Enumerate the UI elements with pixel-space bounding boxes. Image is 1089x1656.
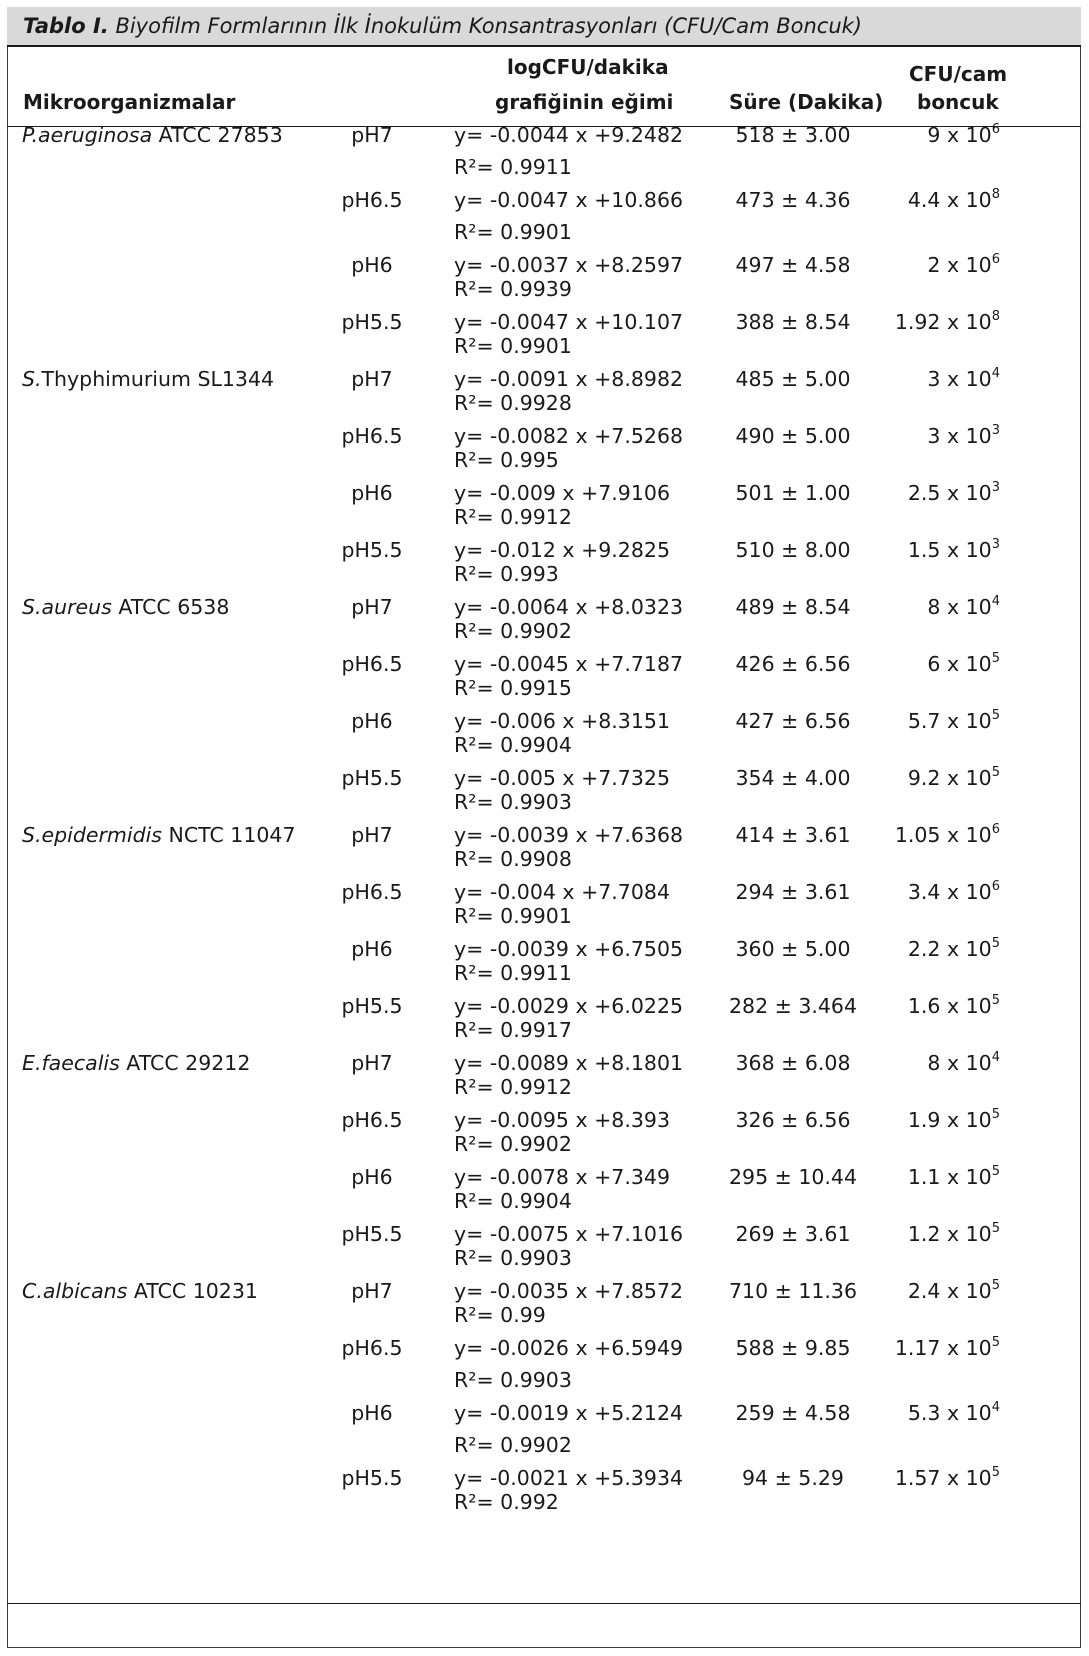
cfu-exponent: 5 <box>991 1335 1000 1350</box>
cfu-value <box>840 1050 1000 1076</box>
duration-value: 501 ± 1.00 <box>735 481 851 505</box>
cfu-exponent: 8 <box>991 187 1000 202</box>
organism-species: S.aureus <box>22 595 112 619</box>
cfu-mantissa: 4.4 x 10 <box>907 188 992 212</box>
cfu-exponent: 6 <box>991 252 1000 267</box>
cfu-value <box>840 765 1000 791</box>
cfu-mantissa: 1.6 x 10 <box>907 994 992 1018</box>
r-squared: R²= 0.9904 <box>454 1189 572 1213</box>
cfu-mantissa: 2 x 10 <box>927 253 992 277</box>
duration-value: 497 ± 4.58 <box>735 253 851 277</box>
cfu-value <box>840 1278 1000 1304</box>
ph-value: pH6 <box>351 253 393 277</box>
ph-value: pH6.5 <box>341 424 403 448</box>
ph-value: pH6.5 <box>341 880 403 904</box>
ph-value: pH6.5 <box>341 1336 403 1360</box>
cfu-value <box>840 1221 1000 1247</box>
ph-value: pH6 <box>351 709 393 733</box>
cfu-value <box>840 936 1000 962</box>
r-squared: R²= 0.9901 <box>454 220 572 244</box>
slope-equation: y= -0.0021 x +5.3934 <box>454 1466 684 1490</box>
organism-strain: ATCC 29212 <box>119 1051 251 1075</box>
organism-strain: ATCC 10231 <box>127 1279 258 1303</box>
cfu-exponent: 5 <box>991 651 1000 666</box>
cfu-exponent: 4 <box>991 1400 1000 1415</box>
cfu-mantissa: 1.2 x 10 <box>907 1222 992 1246</box>
cfu-exponent: 5 <box>991 1278 1000 1293</box>
organism-name <box>22 122 283 148</box>
cfu-exponent: 4 <box>991 366 1000 381</box>
duration-value: 294 ± 3.61 <box>735 880 851 904</box>
slope-equation: y= -0.004 x +7.7084 <box>454 880 670 904</box>
slope-equation: y= -0.0091 x +8.8982 <box>454 367 684 391</box>
duration-value: 518 ± 3.00 <box>735 123 851 147</box>
cfu-mantissa: 8 x 10 <box>927 1051 992 1075</box>
r-squared: R²= 0.9908 <box>454 847 572 871</box>
cfu-value <box>840 708 1000 734</box>
cfu-exponent: 3 <box>991 423 1000 438</box>
organism-name <box>22 1050 250 1076</box>
slope-equation: y= -0.0045 x +7.7187 <box>454 652 684 676</box>
slope-equation: y= -0.0047 x +10.107 <box>454 310 684 334</box>
r-squared: R²= 0.99 <box>454 1303 546 1327</box>
cfu-value <box>840 879 1000 905</box>
organism-name <box>22 594 229 620</box>
duration-value: 426 ± 6.56 <box>735 652 851 676</box>
header-organism: Mikroorganizmalar <box>23 90 236 114</box>
ph-value: pH5.5 <box>341 766 403 790</box>
ph-value: pH6.5 <box>341 188 403 212</box>
cfu-value <box>840 366 1000 392</box>
caption-label: Tablo I. <box>23 14 109 38</box>
organism-name <box>22 1278 258 1304</box>
duration-value: 295 ± 10.44 <box>728 1165 858 1189</box>
cfu-exponent: 5 <box>991 1107 1000 1122</box>
cfu-value <box>840 309 1000 335</box>
slope-equation: y= -0.009 x +7.9106 <box>454 481 670 505</box>
ph-value: pH6 <box>351 1401 393 1425</box>
cfu-exponent: 5 <box>991 993 1000 1008</box>
cfu-mantissa: 1.57 x 10 <box>894 1466 992 1490</box>
cfu-exponent: 5 <box>991 936 1000 951</box>
duration-value: 490 ± 5.00 <box>735 424 851 448</box>
slope-equation: y= -0.0075 x +7.1016 <box>454 1222 684 1246</box>
cfu-exponent: 6 <box>991 122 1000 137</box>
cfu-mantissa: 9 x 10 <box>927 123 992 147</box>
organism-strain: Thyphimurium SL1344 <box>41 367 275 391</box>
ph-value: pH6.5 <box>341 652 403 676</box>
ph-value: pH6 <box>351 1165 393 1189</box>
cfu-mantissa: 3.4 x 10 <box>907 880 992 904</box>
slope-equation: y= -0.0044 x +9.2482 <box>454 123 684 147</box>
cfu-mantissa: 1.17 x 10 <box>894 1336 992 1360</box>
r-squared: R²= 0.9901 <box>454 904 572 928</box>
r-squared: R²= 0.9912 <box>454 505 572 529</box>
ph-value: pH7 <box>351 123 393 147</box>
duration-value: 259 ± 4.58 <box>735 1401 851 1425</box>
slope-equation: y= -0.0064 x +8.0323 <box>454 595 684 619</box>
header-slope-line1: logCFU/dakika <box>507 55 669 79</box>
cfu-mantissa: 1.9 x 10 <box>907 1108 992 1132</box>
cfu-value <box>840 594 1000 620</box>
duration-value: 368 ± 6.08 <box>735 1051 851 1075</box>
slope-equation: y= -0.006 x +8.3151 <box>454 709 670 733</box>
cfu-mantissa: 6 x 10 <box>927 652 992 676</box>
cfu-value <box>840 1465 1000 1491</box>
cfu-value <box>840 1335 1000 1361</box>
ph-value: pH5.5 <box>341 310 403 334</box>
slope-equation: y= -0.012 x +9.2825 <box>454 538 670 562</box>
r-squared: R²= 0.9917 <box>454 1018 572 1042</box>
r-squared: R²= 0.9912 <box>454 1075 572 1099</box>
r-squared: R²= 0.9901 <box>454 334 572 358</box>
cfu-mantissa: 5.7 x 10 <box>907 709 992 733</box>
slope-equation: y= -0.0035 x +7.8572 <box>454 1279 684 1303</box>
ph-value: pH7 <box>351 595 393 619</box>
cfu-value <box>840 1164 1000 1190</box>
cfu-mantissa: 3 x 10 <box>927 424 992 448</box>
slope-equation: y= -0.0039 x +6.7505 <box>454 937 684 961</box>
duration-value: 388 ± 8.54 <box>735 310 851 334</box>
ph-value: pH7 <box>351 1279 393 1303</box>
ph-value: pH5.5 <box>341 994 403 1018</box>
cfu-exponent: 5 <box>991 708 1000 723</box>
header-slope-line2: grafiğinin eğimi <box>495 90 674 114</box>
duration-value: 282 ± 3.464 <box>728 994 858 1018</box>
r-squared: R²= 0.992 <box>454 1490 559 1514</box>
header-duration: Süre (Dakika) <box>729 90 884 114</box>
organism-strain: ATCC 6538 <box>111 595 230 619</box>
organism-strain: ATCC 27853 <box>152 123 283 147</box>
ph-value: pH5.5 <box>341 538 403 562</box>
cfu-mantissa: 8 x 10 <box>927 595 992 619</box>
slope-equation: y= -0.0078 x +7.349 <box>454 1165 670 1189</box>
caption-text: Biyofilm Formlarının İlk İnokulüm Konsantrasyonları (CFU/Cam Boncuk) <box>108 14 862 38</box>
header-cfu-line1: CFU/cam <box>909 62 1008 86</box>
organism-species: E.faecalis <box>22 1051 120 1075</box>
cfu-exponent: 5 <box>991 1164 1000 1179</box>
organism-species: S. <box>22 367 42 391</box>
ph-value: pH7 <box>351 367 393 391</box>
cfu-value <box>840 537 1000 563</box>
cfu-value <box>840 423 1000 449</box>
duration-value: 427 ± 6.56 <box>735 709 851 733</box>
duration-value: 473 ± 4.36 <box>735 188 851 212</box>
cfu-mantissa: 1.1 x 10 <box>907 1165 992 1189</box>
slope-equation: y= -0.0082 x +7.5268 <box>454 424 684 448</box>
r-squared: R²= 0.9939 <box>454 277 572 301</box>
r-squared: R²= 0.9904 <box>454 733 572 757</box>
cfu-mantissa: 2.4 x 10 <box>907 1279 992 1303</box>
r-squared: R²= 0.995 <box>454 448 559 472</box>
cfu-mantissa: 9.2 x 10 <box>907 766 992 790</box>
cfu-value <box>840 822 1000 848</box>
cfu-exponent: 6 <box>991 822 1000 837</box>
r-squared: R²= 0.9928 <box>454 391 572 415</box>
cfu-exponent: 5 <box>991 1465 1000 1480</box>
duration-value: 489 ± 8.54 <box>735 595 851 619</box>
table-bottom-rule <box>7 1603 1081 1604</box>
ph-value: pH7 <box>351 823 393 847</box>
slope-equation: y= -0.0039 x +7.6368 <box>454 823 684 847</box>
cfu-value <box>840 187 1000 213</box>
cfu-mantissa: 1.05 x 10 <box>894 823 992 847</box>
cfu-exponent: 3 <box>991 537 1000 552</box>
cfu-exponent: 5 <box>991 1221 1000 1236</box>
r-squared: R²= 0.9903 <box>454 1246 572 1270</box>
cfu-value <box>840 252 1000 278</box>
cfu-exponent: 8 <box>991 309 1000 324</box>
cfu-exponent: 5 <box>991 765 1000 780</box>
slope-equation: y= -0.0037 x +8.2597 <box>454 253 684 277</box>
cfu-value <box>840 1107 1000 1133</box>
duration-value: 485 ± 5.00 <box>735 367 851 391</box>
organism-name <box>22 366 274 392</box>
r-squared: R²= 0.9911 <box>454 961 572 985</box>
ph-value: pH6.5 <box>341 1108 403 1132</box>
slope-equation: y= -0.0029 x +6.0225 <box>454 994 684 1018</box>
organism-name <box>22 822 296 848</box>
r-squared: R²= 0.9903 <box>454 1368 572 1392</box>
cfu-exponent: 3 <box>991 480 1000 495</box>
cfu-mantissa: 1.92 x 10 <box>894 310 992 334</box>
slope-equation: y= -0.0089 x +8.1801 <box>454 1051 684 1075</box>
slope-equation: y= -0.0095 x +8.393 <box>454 1108 670 1132</box>
ph-value: pH5.5 <box>341 1466 403 1490</box>
organism-strain: NCTC 11047 <box>161 823 296 847</box>
cfu-value <box>840 1400 1000 1426</box>
cfu-mantissa: 3 x 10 <box>927 367 992 391</box>
cfu-exponent: 4 <box>991 594 1000 609</box>
duration-value: 360 ± 5.00 <box>735 937 851 961</box>
cfu-value <box>840 993 1000 1019</box>
ph-value: pH6 <box>351 481 393 505</box>
r-squared: R²= 0.9902 <box>454 1433 572 1457</box>
duration-value: 710 ± 11.36 <box>728 1279 858 1303</box>
ph-value: pH7 <box>351 1051 393 1075</box>
header-cfu-line2: boncuk <box>917 90 999 114</box>
cfu-mantissa: 2.5 x 10 <box>907 481 992 505</box>
duration-value: 588 ± 9.85 <box>735 1336 851 1360</box>
duration-value: 414 ± 3.61 <box>735 823 851 847</box>
slope-equation: y= -0.0019 x +5.2124 <box>454 1401 684 1425</box>
ph-value: pH6 <box>351 937 393 961</box>
cfu-value <box>840 651 1000 677</box>
cfu-mantissa: 1.5 x 10 <box>907 538 992 562</box>
cfu-value <box>840 122 1000 148</box>
cfu-mantissa: 5.3 x 10 <box>907 1401 992 1425</box>
duration-value: 510 ± 8.00 <box>735 538 851 562</box>
r-squared: R²= 0.993 <box>454 562 559 586</box>
r-squared: R²= 0.9911 <box>454 155 572 179</box>
organism-species: S.epidermidis <box>22 823 162 847</box>
r-squared: R²= 0.9902 <box>454 619 572 643</box>
duration-value: 94 ± 5.29 <box>742 1466 844 1490</box>
cfu-mantissa: 2.2 x 10 <box>907 937 992 961</box>
slope-equation: y= -0.0026 x +6.5949 <box>454 1336 684 1360</box>
organism-species: C.albicans <box>22 1279 128 1303</box>
slope-equation: y= -0.0047 x +10.866 <box>454 188 684 212</box>
slope-equation: y= -0.005 x +7.7325 <box>454 766 670 790</box>
ph-value: pH5.5 <box>341 1222 403 1246</box>
cfu-exponent: 4 <box>991 1050 1000 1065</box>
r-squared: R²= 0.9903 <box>454 790 572 814</box>
duration-value: 326 ± 6.56 <box>735 1108 851 1132</box>
duration-value: 354 ± 4.00 <box>735 766 851 790</box>
organism-species: P.aeruginosa <box>22 123 153 147</box>
cfu-exponent: 6 <box>991 879 1000 894</box>
r-squared: R²= 0.9915 <box>454 676 572 700</box>
r-squared: R²= 0.9902 <box>454 1132 572 1156</box>
cfu-value <box>840 480 1000 506</box>
duration-value: 269 ± 3.61 <box>735 1222 851 1246</box>
